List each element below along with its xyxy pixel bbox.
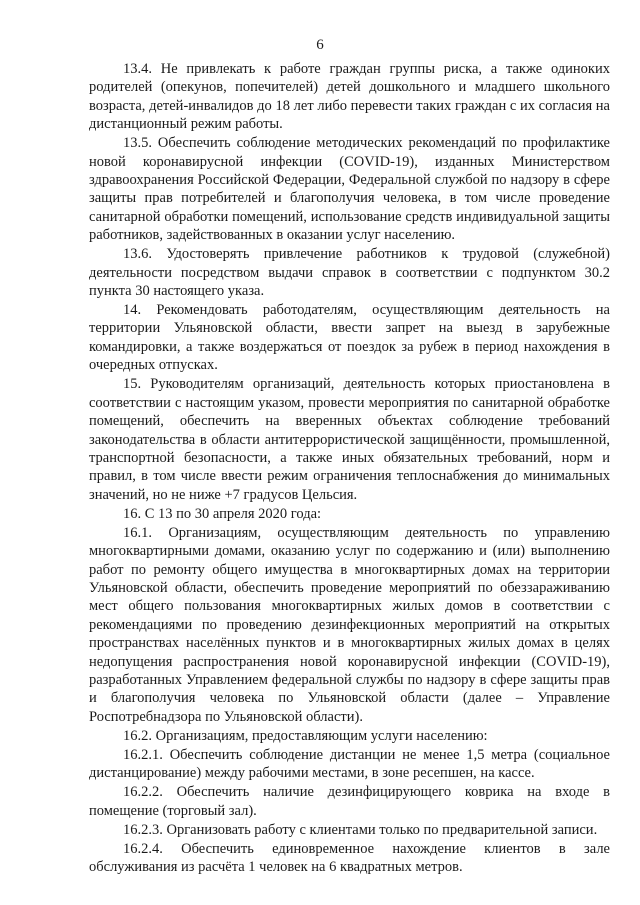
paragraph-16-1: 16.1. Организациям, осуществляющим деятельность по управлению многоквартирными домами, оказанию услуг по содержанию и (или) выполнению работ по ремонту общего имущества в многоквартирных домах на территории Ульяновской области, обеспечить проведение мероприятий по обеззараживанию мест общего пользования многоквартирных жилых домов в соответствии с рекомендациями по проведению дезинфекционных мероприятий на открытых пространствах населённых пунктов и в многоквартирных жилых домах в целях недопущения распространения новой коронавирусной инфекции (COVID-19), разработанных Управлением федеральной службы по надзору в сфере защиты прав и благополучия человека по Ульяновской области (далее – Управление Роспотребнадзора по Ульяновской области). [89,524,610,725]
paragraph-13-5: 13.5. Обеспечить соблюдение методических рекомендаций по профилактике новой коронавирусной инфекции (COVID-19), изданных Министерством здравоохранения Российской Федерации, Федеральной службой по надзору в сфере защиты прав потребителей и благополучия человека, в том числе проведение санитарной обработки помещений, использование средств индивидуальной защиты работников, задействованных в оказании услуг населению. [89,135,610,244]
paragraph-13-4: 13.4. Не привлекать к работе граждан группы риска, а также одиноких родителей (опекунов, попечителей) детей дошкольного и младшего школьного возраста, детей-инвалидов до 18 лет либо перевести таких граждан с их согласия на дистанционный режим работы. [89,61,610,133]
paragraph-14: 14. Рекомендовать работодателям, осуществляющим деятельность на территории Ульяновской области, ввести запрет на выезд в зарубежные командировки, а также воздержаться от поездок за рубеж в период нахождения в очередных отпусках. [89,302,610,374]
paragraph-16-2-3: 16.2.3. Организовать работу с клиентами только по предварительной записи. [123,821,598,838]
paragraph-15: 15. Руководителям организаций, деятельность которых приостановлена в соответствии с настоящим указом, провести мероприятия по санитарной обработке помещений, обеспечить на вверенных объектах соблюдение требований законодательства в области антитеррористической защищённости, промышленной, транспортной безопасности, а также иных обязательных требований, норм и правил, в том числе ввести режим ограничения теплоснабжения до минимальных значений, но не ниже +7 градусов Цельсия. [89,376,610,503]
page-number: 6 [316,37,324,53]
paragraph-16-2: 16.2. Организациям, предоставляющим услуги населению: [123,727,488,744]
paragraph-13-6: 13.6. Удостоверять привлечение работников к трудовой (служебной) деятельности посредством выдачи справок в соответствии с подпунктом 30.2 пункта 30 настоящего указа. [89,246,610,300]
paragraph-16-2-4: 16.2.4. Обеспечить единовременное нахождение клиентов в зале обслуживания из расчёта 1 человек на 6 квадратных метров. [89,840,610,875]
document-body [89,60,610,877]
paragraph-16: 16. С 13 по 30 апреля 2020 года: [123,505,322,522]
paragraph-16-2-1: 16.2.1. Обеспечить соблюдение дистанции не менее 1,5 метра (социальное дистанцирование) между рабочими местами, в зоне ресепшен, на кассе. [89,746,610,782]
paragraph-16-2-2: 16.2.2. Обеспечить наличие дезинфицирующего коврика на входе в помещение (торговый зал). [89,784,610,819]
